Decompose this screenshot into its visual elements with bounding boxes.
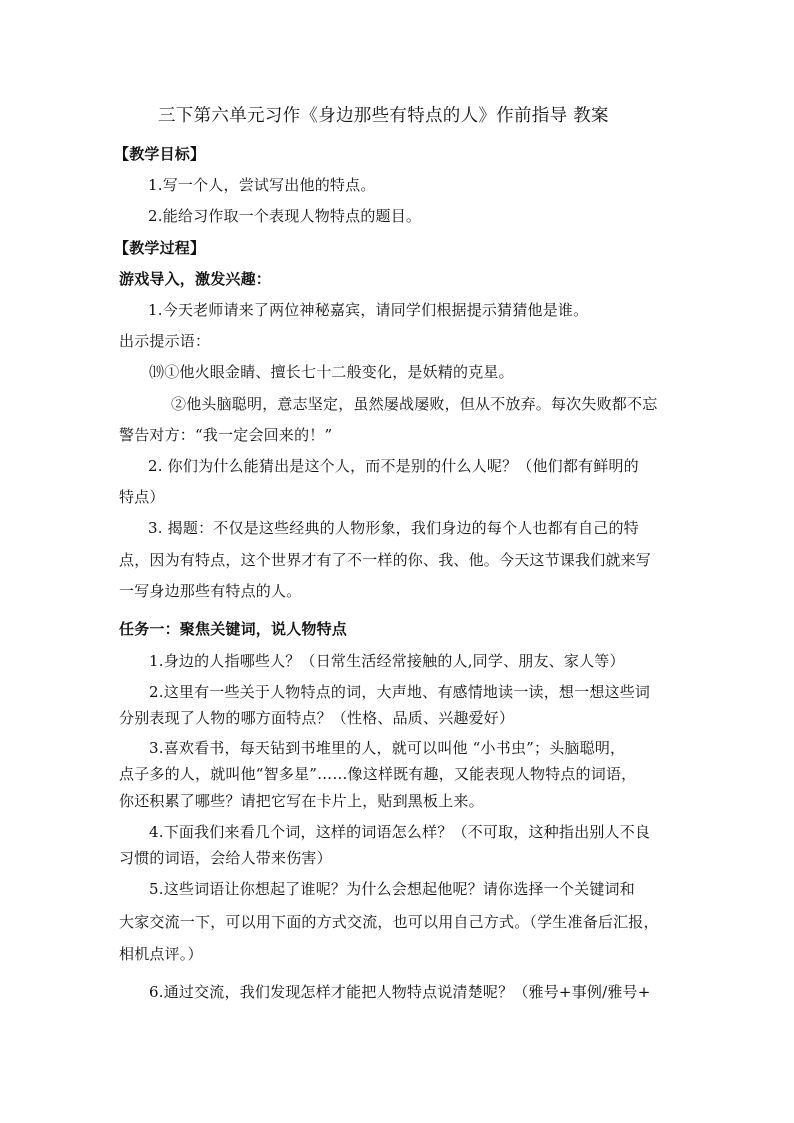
intro-step-1: 1.今天老师请来了两位神秘嘉宾，请同学们根据提示猜猜他是谁。 [148, 301, 589, 319]
step-2-line-2: 特点） [119, 488, 165, 506]
step-3-line-2: 点，因为有特点，这个世界才有了不一样的你、我、他。今天这节课我们就来写 [119, 551, 652, 569]
task-1-item-3-line-1: 3.喜欢看书，每天钻到书堆里的人，就可以叫他 “小书虫”；头脑聪明， [149, 739, 626, 757]
hint-1: ⒆①他火眼金睛、擅长七十二般变化，是妖精的克星。 [149, 363, 514, 381]
objective-1: 1.写一个人，尝试写出他的特点。 [148, 176, 376, 194]
task-1-item-2-line-1: 2.这里有一些关于人物特点的词，大声地、有感情地读一读，想一想这些词 [149, 683, 651, 701]
task-1-item-5-line-3: 相机点评。） [119, 945, 203, 963]
hint-2-line-2: 警告对方：“我一定会回来的！” [119, 426, 333, 444]
task-1-item-3-line-2: 点子多的人，就叫他“智多星”……像这样既有趣，又能表现人物特点的词语， [119, 765, 637, 783]
task-1-item-4-line-2: 习惯的词语，会给人带来伤害） [119, 849, 332, 867]
task-1-item-5-line-1: 5.这些词语让你想起了谁呢？为什么会想起他呢？请你选择一个关键词和 [149, 880, 635, 898]
task-1-item-3-line-3: 你还积累了哪些？请把它写在卡片上，贴到黑板上来。 [119, 792, 484, 810]
objective-2: 2.能给习作取一个表现人物特点的题目。 [148, 207, 422, 225]
objectives-heading: 【教学目标】 [114, 145, 206, 163]
task-1-item-6-line-1: 6.通过交流，我们发现怎样才能把人物特点说清楚呢？（雅号+事例/雅号+ [149, 983, 651, 1001]
hint-2-line-1: ②他头脑聪明，意志坚定，虽然屡战屡败，但从不放弃。每次失败都不忘 [171, 395, 658, 413]
task-1-item-2-line-2: 分别表现了人物的哪方面特点？（性格、品质、兴趣爱好） [119, 709, 515, 727]
step-3-line-1: 3. 揭题：不仅是这些经典的人物形象，我们身边的每个人也都有自己的特 [148, 519, 639, 537]
task-1-item-4-line-1: 4.下面我们来看几个词，这样的词语怎么样？（不可取，这种指出别人不良 [149, 823, 651, 841]
task-1-item-1: 1.身边的人指哪些人？（日常生活经常接触的人,同学、朋友、家人等） [149, 652, 625, 670]
hint-label: 出示提示语： [119, 332, 211, 350]
process-heading: 【教学过程】 [114, 239, 206, 257]
document-title: 三下第六单元习作《身边那些有特点的人》作前指导 教案 [158, 106, 609, 126]
task-1-item-5-line-2: 大家交流一下，可以用下面的方式交流，也可以用自己方式。（学生准备后汇报， [119, 913, 659, 931]
step-3-line-3: 一写身边那些有特点的人。 [119, 582, 302, 600]
intro-heading: 游戏导入，激发兴趣： [119, 270, 272, 288]
step-2-line-1: 2. 你们为什么能猜出是这个人，而不是别的什么人呢？（他们都有鲜明的 [148, 457, 639, 475]
task-1-heading: 任务一：聚焦关键词，说人物特点 [119, 620, 348, 638]
